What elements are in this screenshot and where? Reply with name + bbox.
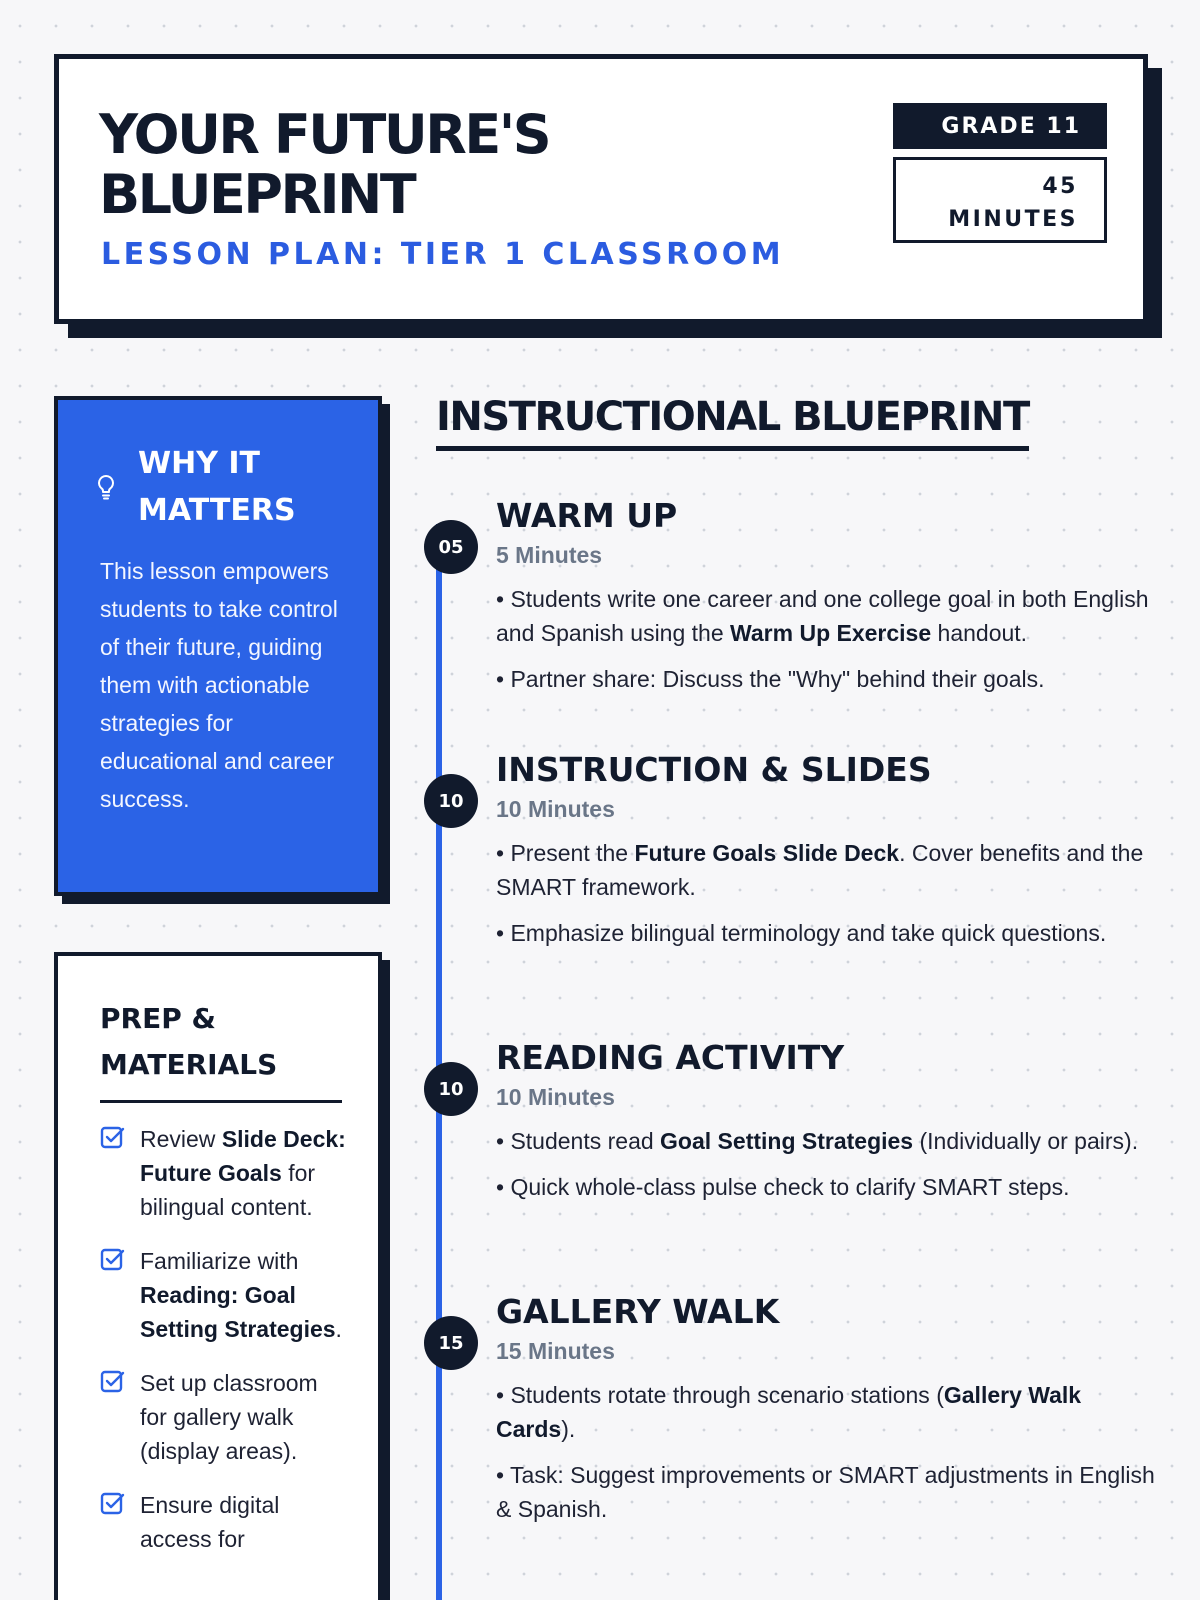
prep-item [100,1366,350,1468]
duration-number: 45 [1042,174,1078,199]
step-duration: 10 Minutes [496,796,615,822]
checkbox-checked-icon [100,1369,126,1395]
prep-item-text: Familiarize with Reading: Goal Setting Strategies. [140,1248,342,1342]
step-bullet: • Students read Goal Setting Strategies (Individually or pairs). [496,1128,1139,1154]
header-card [54,54,1148,324]
prep-item [100,1122,350,1224]
step-bullet: • Quick whole-class pulse check to clarify SMART steps. [496,1174,1070,1200]
step-title: GALLERY WALK [496,1292,780,1331]
page-subtitle: LESSON PLAN: TIER 1 CLASSROOM [101,237,785,272]
step-bullet: • Emphasize bilingual terminology and take quick questions. [496,920,1107,946]
duration-unit: MINUTES [948,207,1078,232]
instructional-blueprint-title: INSTRUCTIONAL BLUEPRINT [436,394,1029,451]
step-body [496,748,1156,962]
prep-item-text: Set up classroom for gallery walk (display areas). [140,1370,318,1464]
step-bullet: • Students rotate through scenario stations (Gallery Walk Cards). [496,1382,1082,1442]
step-number: 10 [424,774,478,828]
lightbulb-icon [94,473,118,501]
step-body [496,494,1156,708]
why-it-matters-title: WHY IT MATTERS [138,446,296,528]
step-title: READING ACTIVITY [496,1038,845,1077]
checkbox-checked-icon [100,1491,126,1517]
why-it-matters-text: This lesson empowers students to take control of their future, guiding them with actionable strategies for educational and career success. [100,558,338,812]
step-number: 15 [424,1316,478,1370]
duration-badge [893,157,1107,243]
step-bullet: • Present the Future Goals Slide Deck. Cover benefits and the SMART framework. [496,840,1144,900]
step-body [496,1036,1156,1216]
step-number: 05 [424,520,478,574]
checkbox-checked-icon [100,1125,126,1151]
step-title: WARM UP [496,496,678,535]
prep-item [100,1244,350,1346]
step-duration: 10 Minutes [496,1084,615,1110]
grade-badge [893,103,1107,149]
step-bullet: • Partner share: Discuss the "Why" behind their goals. [496,666,1045,692]
timeline-line [436,524,442,1600]
why-it-matters-card [54,396,382,896]
page-title: YOUR FUTURE'S BLUEPRINT [99,103,550,226]
prep-item [100,1488,350,1556]
step-duration: 15 Minutes [496,1338,615,1364]
step-body [496,1290,1156,1538]
prep-materials-card [54,952,382,1600]
step-number: 10 [424,1062,478,1116]
checkbox-checked-icon [100,1247,126,1273]
step-bullet: • Task: Suggest improvements or SMART adjustments in English & Spanish. [496,1462,1155,1522]
step-bullet: • Students write one career and one college goal in both English and Spanish using the Warm Up Exercise handout. [496,586,1149,646]
why-it-matters-header [94,440,318,534]
step-duration: 5 Minutes [496,542,603,568]
prep-item-text: Ensure digital access for [140,1492,280,1552]
prep-materials-title: PREP & MATERIALS [100,996,342,1103]
prep-list [100,1122,350,1576]
step-title: INSTRUCTION & SLIDES [496,750,932,789]
prep-item-text: Review Slide Deck: Future Goals for bilingual content. [140,1126,346,1220]
grade-label: GRADE 11 [941,113,1081,139]
